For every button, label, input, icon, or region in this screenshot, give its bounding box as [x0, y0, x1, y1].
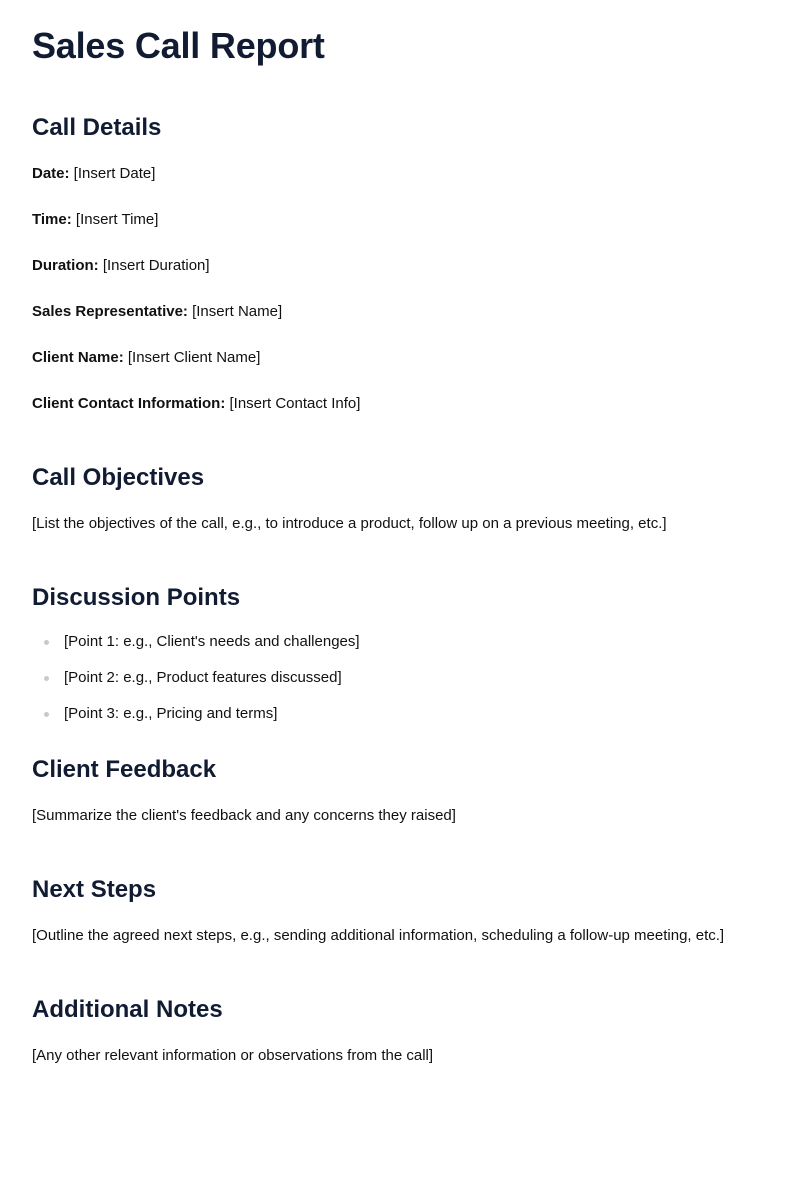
- time-field: [32, 210, 768, 230]
- additional-notes-text: [Any other relevant information or observations from the call]: [32, 1047, 434, 1064]
- additional-notes-section: [32, 994, 768, 1066]
- duration-value: [Insert Duration]: [98, 257, 210, 274]
- call-objectives-text: [List the objectives of the call, e.g., to introduce a product, follow up on a previous meeting, etc.]: [32, 515, 667, 532]
- list-item-text: [Point 1: e.g., Client's needs and challenges]: [64, 633, 360, 650]
- call-details-fields: [32, 164, 768, 414]
- duration-label: Duration:: [32, 257, 99, 274]
- sales-representative-value: [Insert Name]: [187, 303, 283, 320]
- next-steps-heading: Next Steps: [32, 876, 157, 903]
- next-steps-section: [32, 874, 768, 946]
- sales-representative-label: Sales Representative:: [32, 303, 188, 320]
- client-feedback-text: [Summarize the client's feedback and any concerns they raised]: [32, 807, 456, 824]
- list-item: [32, 668, 768, 688]
- client-contact-label: Client Contact Information:: [32, 395, 226, 412]
- next-steps-text: [Outline the agreed next steps, e.g., sending additional information, scheduling a follow-up meeting, etc.]: [32, 927, 725, 944]
- time-value: [Insert Time]: [71, 211, 159, 228]
- client-feedback-section: [32, 754, 768, 826]
- page-title: Sales Call Report: [32, 25, 325, 66]
- client-contact-value: [Insert Contact Info]: [225, 395, 361, 412]
- date-label: Date:: [32, 165, 70, 182]
- list-item-text: [Point 2: e.g., Product features discussed]: [64, 669, 342, 686]
- sales-representative-field: [32, 302, 768, 322]
- call-details-heading: Call Details: [32, 114, 162, 141]
- list-item: [32, 632, 768, 652]
- duration-field: [32, 256, 768, 276]
- bullet-icon: [44, 712, 49, 717]
- call-objectives-section: [32, 462, 768, 534]
- time-label: Time:: [32, 211, 72, 228]
- additional-notes-heading: Additional Notes: [32, 996, 223, 1023]
- call-details-section: [32, 112, 768, 414]
- client-feedback-heading: Client Feedback: [32, 756, 217, 783]
- discussion-points-section: [32, 582, 768, 724]
- client-name-value: [Insert Client Name]: [123, 349, 261, 366]
- client-name-field: [32, 348, 768, 368]
- bullet-icon: [44, 676, 49, 681]
- date-field: [32, 164, 768, 184]
- list-item-text: [Point 3: e.g., Pricing and terms]: [64, 705, 278, 722]
- discussion-points-list: [32, 632, 768, 724]
- client-contact-field: [32, 394, 768, 414]
- client-name-label: Client Name:: [32, 349, 124, 366]
- bullet-icon: [44, 640, 49, 645]
- discussion-points-heading: Discussion Points: [32, 584, 241, 611]
- list-item: [32, 704, 768, 724]
- date-value: [Insert Date]: [69, 165, 156, 182]
- call-objectives-heading: Call Objectives: [32, 464, 205, 491]
